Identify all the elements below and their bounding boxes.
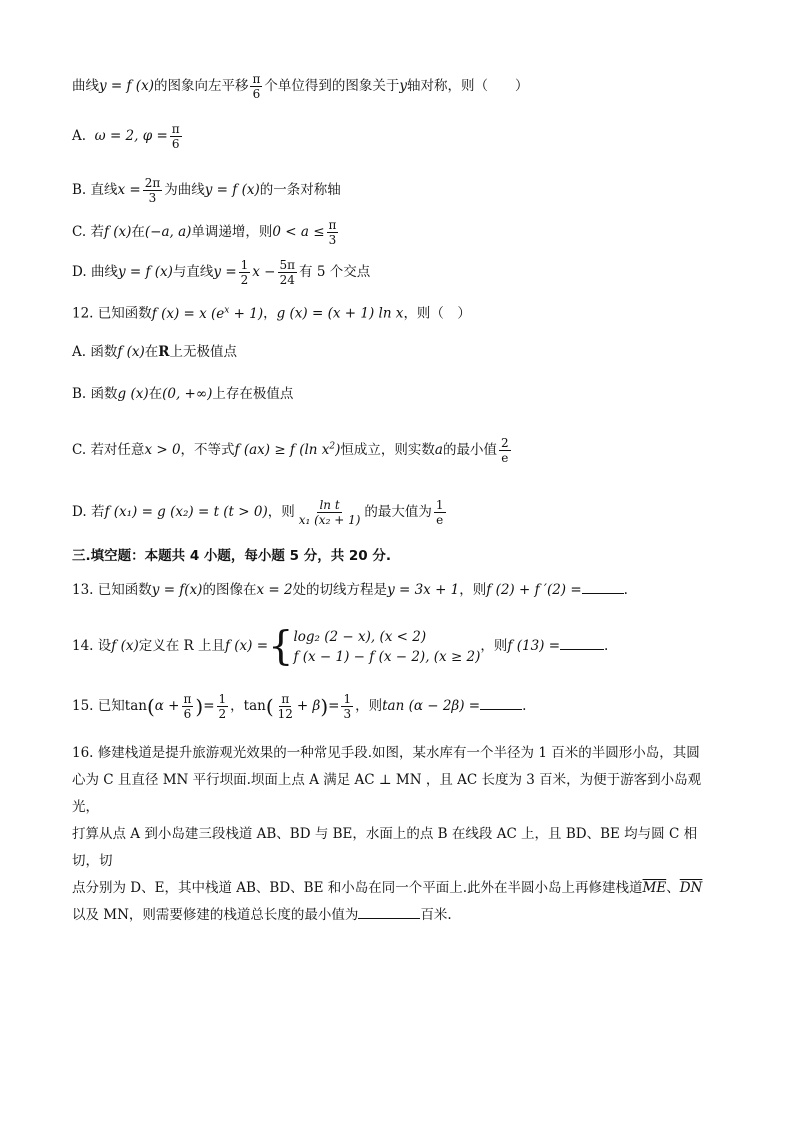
answer-blank[interactable]	[560, 648, 604, 650]
math: + β	[296, 698, 321, 714]
text: 在	[144, 344, 159, 360]
text: ，则（ ）	[403, 305, 471, 322]
paren: )	[195, 694, 204, 719]
fraction: $\frac{1}{e}$	[435, 498, 444, 527]
math: x = 2	[256, 582, 293, 598]
paragraph-line: 16. 修建栈道是提升旅游观光效果的一种常见手段.如图，某水库有一个半径为 1 百米的半圆形小岛，其圆	[72, 745, 700, 761]
math: y = f (x)	[99, 78, 154, 94]
text: 的图像在	[202, 582, 257, 598]
math: 0 < a ≤	[272, 224, 325, 240]
question-13	[72, 580, 628, 600]
option-label: C.	[72, 224, 87, 240]
text: .	[623, 582, 628, 598]
math: y =	[213, 264, 237, 280]
option-label: D.	[72, 504, 87, 520]
text: 轴对称，则（ ）	[407, 78, 529, 94]
text: 定义在 R 上且	[138, 638, 225, 654]
text: 曲线	[90, 264, 118, 280]
text: 函数	[90, 344, 118, 360]
text: 上存在极值点	[212, 386, 294, 402]
math: R	[158, 344, 170, 360]
question-16	[72, 740, 722, 929]
text: ，则	[355, 698, 383, 714]
math: g (x) = (x + 1) ln x	[276, 305, 404, 322]
paren: (	[265, 694, 274, 719]
answer-blank[interactable]	[480, 708, 522, 710]
math: tan (α − 2β) =	[382, 698, 481, 714]
fraction: $\frac{1}{3}$	[343, 692, 352, 721]
fraction: $\frac{5\pi}{24}$	[279, 258, 296, 287]
brace: {	[268, 623, 294, 670]
fraction: $\frac{2}{e}$	[500, 436, 509, 465]
text: ，则	[459, 582, 487, 598]
math: tan	[124, 698, 147, 714]
math: y = f(x)	[151, 582, 203, 598]
math: f (x)	[103, 224, 132, 240]
text: 有 5 个交点	[299, 264, 371, 280]
option-label: A.	[72, 128, 87, 144]
text: 若	[90, 224, 104, 240]
question-number: 13.	[72, 582, 94, 598]
math: f (ax) ≥ f (ln $x^2$)	[234, 441, 341, 458]
math: f (2) + f ′(2) =	[486, 582, 582, 598]
paragraph-line: 点分别为 D、E，其中栈道 AB、BD、BE 和小岛在同一个平面上.此外在半圆小岛上再修建栈道$\overline{ME}$、$\overline{DN}$	[72, 880, 703, 896]
question-14	[72, 623, 609, 670]
text: .	[522, 698, 527, 714]
fraction: $\frac{1}{2}$	[240, 258, 249, 287]
text: 单调递增，则	[191, 224, 273, 240]
option-label: B.	[72, 182, 87, 198]
math: y = f (x)	[117, 264, 173, 280]
math: f (13) =	[507, 638, 561, 654]
option-12B	[72, 384, 293, 404]
text: 已知函数	[97, 582, 152, 598]
text: 已知	[97, 698, 125, 714]
math: tan	[243, 698, 266, 714]
option-12C	[72, 436, 513, 465]
text: 已知函数	[97, 305, 152, 322]
text: ，则	[267, 504, 295, 520]
fraction: $\frac{2\pi}{3}$	[144, 176, 161, 205]
math: f (x) =	[224, 638, 269, 654]
answer-blank[interactable]	[582, 592, 624, 594]
text: 函数	[90, 386, 118, 402]
text: 曲线	[72, 78, 99, 94]
option-label: C.	[72, 442, 87, 458]
question-number: 12.	[72, 305, 94, 322]
question-15	[72, 688, 526, 724]
text: 上无极值点	[169, 344, 238, 360]
text: 若	[90, 504, 105, 520]
text: 的最大值为	[364, 504, 432, 520]
fraction: $\frac{1}{2}$	[218, 692, 227, 721]
math: y	[399, 78, 407, 94]
math: y = 3x + 1	[387, 582, 460, 598]
piecewise-cases: log₂ (2 − x), (x < 2) f (x − 1) − f (x − 2), (x ≥ 2)	[293, 628, 481, 665]
option-label: D.	[72, 264, 87, 280]
text: =	[203, 698, 215, 714]
text: 的一条对称轴	[259, 182, 341, 198]
text: ，则	[480, 638, 508, 654]
math: x −	[252, 264, 276, 280]
option-11D	[72, 258, 370, 287]
math: α +	[154, 698, 180, 714]
fraction: $\frac{\pi}{3}$	[328, 218, 337, 247]
paragraph-line: 心为 C 且直径 MN 平行坝面.坝面上点 A 满足 AC ⊥ MN ，且 AC 长度为 3 百米，为便于游客到小岛观光，	[72, 772, 702, 815]
text: ，不等式	[180, 442, 235, 458]
text: 在	[148, 386, 163, 402]
math: x > 0	[144, 442, 181, 458]
question-number: 15.	[72, 698, 94, 714]
text: 直线	[90, 182, 118, 198]
text: ，	[263, 305, 277, 322]
paragraph-line: 打算从点 A 到小岛建三段栈道 AB、BD 与 BE，水面上的点 B 在线段 AC 上，且 BD、BE 均与圆 C 相切，切	[72, 826, 698, 869]
math: f (x₁) = g (x₂) = t (t > 0)	[104, 504, 268, 520]
text: 个单位得到的图象关于	[264, 78, 400, 94]
paren: )	[320, 694, 329, 719]
math: g (x)	[117, 386, 149, 402]
text: 的最小值	[442, 442, 497, 458]
fraction: $\frac{\pi}{6}$	[171, 122, 180, 151]
math: x =	[117, 182, 141, 198]
math: (0, +∞)	[162, 386, 213, 402]
fraction: $\frac{\pi}{6}$	[252, 72, 261, 101]
option-11C	[72, 218, 340, 247]
text: .	[604, 638, 609, 654]
option-label: B.	[72, 386, 87, 402]
section-heading: 三.填空题：本题共 4 小题，每小题 5 分，共 20 分.	[72, 548, 392, 564]
option-12A	[72, 342, 237, 362]
paragraph-line: 以及 MN，则需要修建的栈道总长度的最小值为 百米.	[72, 907, 452, 923]
text: 设	[97, 638, 112, 654]
math: f (x)	[111, 638, 139, 654]
question-12-stem	[72, 300, 471, 324]
option-label: A.	[72, 344, 87, 360]
math: ω = 2, φ =	[94, 128, 168, 144]
fraction: $\frac{\pi}{6}$	[183, 692, 192, 721]
answer-blank[interactable]	[358, 917, 420, 919]
math: y = f (x)	[204, 182, 260, 198]
option-12D	[72, 498, 448, 527]
math: (−a, a)	[144, 224, 192, 240]
text: ，	[230, 698, 244, 714]
text: 若对任意	[90, 442, 145, 458]
math: f (x) = x $(e^x + 1)$	[151, 305, 264, 322]
text: 处的切线方程是	[292, 582, 388, 598]
text: 恒成立，则实数	[340, 442, 435, 458]
arc-label: $\overline{DN}$	[679, 880, 703, 896]
option-11B	[72, 176, 341, 205]
fraction: $\frac{\text{ln t}}{\text{x₁ (x₂ + 1)}}$	[298, 498, 361, 527]
text: 的图象向左平移	[153, 78, 249, 94]
math: a	[434, 442, 443, 458]
text: 在	[131, 224, 145, 240]
text: 与直线	[172, 264, 214, 280]
text: 为曲线	[164, 182, 205, 198]
option-11A	[72, 122, 184, 151]
intro-line	[72, 72, 529, 101]
math: f (x)	[117, 344, 145, 360]
text: =	[328, 698, 340, 714]
question-number: 14.	[72, 638, 94, 654]
paren: (	[146, 694, 155, 719]
fraction: $\frac{\pi}{12}$	[277, 692, 293, 721]
arc-label: $\overline{ME}$	[642, 880, 667, 896]
